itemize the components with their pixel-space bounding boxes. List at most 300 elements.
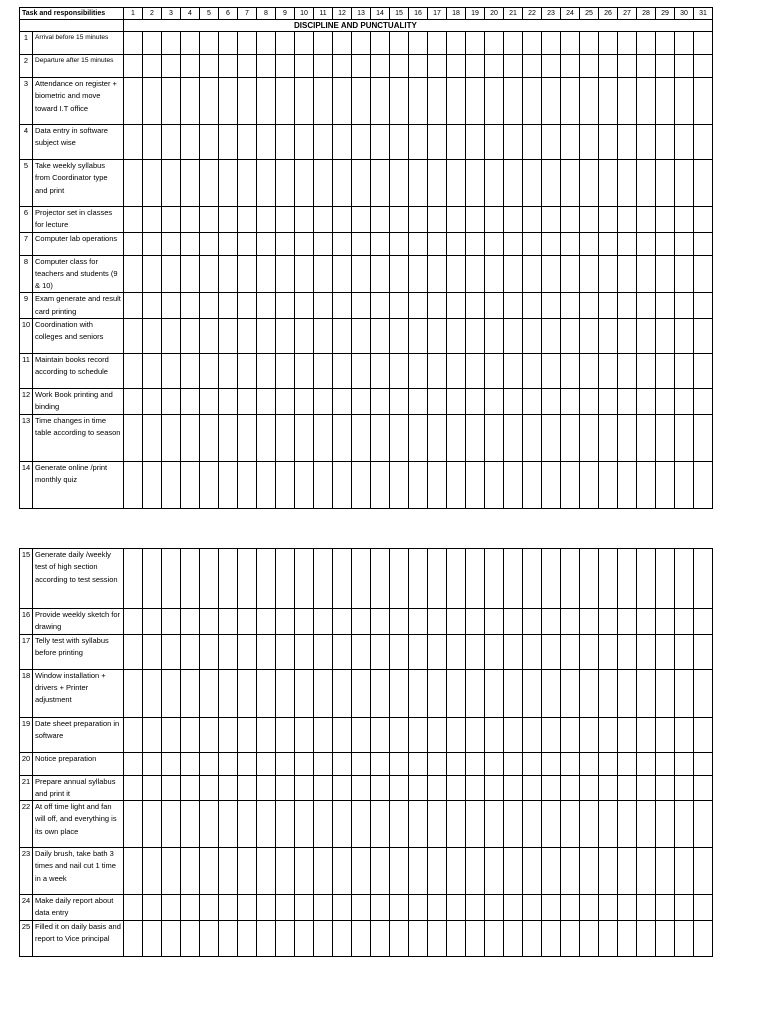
day-cell[interactable]: [257, 354, 276, 389]
day-cell[interactable]: [485, 895, 504, 921]
day-cell[interactable]: [428, 125, 447, 160]
day-cell[interactable]: [162, 801, 181, 848]
day-cell[interactable]: [504, 920, 523, 956]
day-cell[interactable]: [694, 609, 713, 635]
day-cell[interactable]: [352, 920, 371, 956]
day-cell[interactable]: [162, 354, 181, 389]
day-cell[interactable]: [257, 125, 276, 160]
day-cell[interactable]: [333, 32, 352, 55]
day-cell[interactable]: [409, 801, 428, 848]
day-cell[interactable]: [333, 354, 352, 389]
day-cell[interactable]: [428, 752, 447, 775]
day-cell[interactable]: [238, 801, 257, 848]
day-cell[interactable]: [561, 78, 580, 125]
day-cell[interactable]: [523, 775, 542, 801]
day-cell[interactable]: [162, 609, 181, 635]
day-cell[interactable]: [295, 775, 314, 801]
day-cell[interactable]: [371, 55, 390, 78]
day-cell[interactable]: [504, 160, 523, 207]
day-cell[interactable]: [371, 32, 390, 55]
day-cell[interactable]: [618, 669, 637, 717]
day-cell[interactable]: [675, 55, 694, 78]
day-cell[interactable]: [466, 801, 485, 848]
day-cell[interactable]: [523, 461, 542, 508]
day-cell[interactable]: [390, 848, 409, 895]
day-cell[interactable]: [561, 293, 580, 319]
day-cell[interactable]: [162, 414, 181, 461]
day-cell[interactable]: [542, 78, 561, 125]
day-cell[interactable]: [447, 207, 466, 233]
day-cell[interactable]: [200, 752, 219, 775]
day-cell[interactable]: [618, 895, 637, 921]
day-cell[interactable]: [580, 293, 599, 319]
day-cell[interactable]: [523, 232, 542, 255]
day-cell[interactable]: [333, 848, 352, 895]
day-cell[interactable]: [276, 775, 295, 801]
day-cell[interactable]: [580, 232, 599, 255]
day-cell[interactable]: [675, 848, 694, 895]
day-cell[interactable]: [276, 895, 295, 921]
day-cell[interactable]: [162, 160, 181, 207]
day-cell[interactable]: [200, 801, 219, 848]
day-cell[interactable]: [200, 414, 219, 461]
day-cell[interactable]: [162, 232, 181, 255]
day-cell[interactable]: [276, 319, 295, 354]
day-cell[interactable]: [143, 669, 162, 717]
day-cell[interactable]: [181, 78, 200, 125]
day-cell[interactable]: [257, 207, 276, 233]
day-cell[interactable]: [200, 160, 219, 207]
day-cell[interactable]: [447, 801, 466, 848]
day-cell[interactable]: [200, 319, 219, 354]
day-cell[interactable]: [238, 895, 257, 921]
day-cell[interactable]: [523, 389, 542, 415]
day-cell[interactable]: [295, 717, 314, 752]
day-cell[interactable]: [542, 669, 561, 717]
day-cell[interactable]: [675, 78, 694, 125]
day-cell[interactable]: [504, 609, 523, 635]
day-cell[interactable]: [428, 920, 447, 956]
day-cell[interactable]: [523, 207, 542, 233]
day-cell[interactable]: [143, 549, 162, 609]
day-cell[interactable]: [599, 895, 618, 921]
day-cell[interactable]: [466, 354, 485, 389]
day-cell[interactable]: [276, 160, 295, 207]
day-cell[interactable]: [580, 55, 599, 78]
day-cell[interactable]: [523, 414, 542, 461]
day-cell[interactable]: [295, 801, 314, 848]
day-cell[interactable]: [599, 717, 618, 752]
day-cell[interactable]: [580, 414, 599, 461]
day-cell[interactable]: [485, 752, 504, 775]
day-cell[interactable]: [276, 55, 295, 78]
day-cell[interactable]: [580, 801, 599, 848]
day-cell[interactable]: [333, 160, 352, 207]
day-cell[interactable]: [162, 55, 181, 78]
day-cell[interactable]: [599, 775, 618, 801]
day-cell[interactable]: [504, 801, 523, 848]
day-cell[interactable]: [371, 801, 390, 848]
day-cell[interactable]: [466, 549, 485, 609]
day-cell[interactable]: [314, 125, 333, 160]
day-cell[interactable]: [523, 752, 542, 775]
day-cell[interactable]: [257, 389, 276, 415]
day-cell[interactable]: [542, 848, 561, 895]
day-cell[interactable]: [200, 255, 219, 293]
day-cell[interactable]: [371, 207, 390, 233]
day-cell[interactable]: [599, 78, 618, 125]
day-cell[interactable]: [409, 125, 428, 160]
day-cell[interactable]: [428, 414, 447, 461]
day-cell[interactable]: [390, 255, 409, 293]
day-cell[interactable]: [162, 125, 181, 160]
day-cell[interactable]: [618, 752, 637, 775]
day-cell[interactable]: [504, 389, 523, 415]
day-cell[interactable]: [390, 801, 409, 848]
day-cell[interactable]: [637, 609, 656, 635]
day-cell[interactable]: [523, 255, 542, 293]
day-cell[interactable]: [618, 232, 637, 255]
day-cell[interactable]: [371, 319, 390, 354]
day-cell[interactable]: [542, 207, 561, 233]
day-cell[interactable]: [238, 232, 257, 255]
day-cell[interactable]: [295, 293, 314, 319]
day-cell[interactable]: [333, 461, 352, 508]
day-cell[interactable]: [656, 207, 675, 233]
day-cell[interactable]: [675, 801, 694, 848]
day-cell[interactable]: [599, 255, 618, 293]
day-cell[interactable]: [637, 354, 656, 389]
day-cell[interactable]: [694, 389, 713, 415]
day-cell[interactable]: [295, 32, 314, 55]
day-cell[interactable]: [143, 717, 162, 752]
day-cell[interactable]: [162, 293, 181, 319]
day-cell[interactable]: [485, 549, 504, 609]
day-cell[interactable]: [561, 32, 580, 55]
day-cell[interactable]: [390, 389, 409, 415]
day-cell[interactable]: [542, 634, 561, 669]
day-cell[interactable]: [428, 160, 447, 207]
day-cell[interactable]: [637, 895, 656, 921]
day-cell[interactable]: [295, 160, 314, 207]
day-cell[interactable]: [561, 319, 580, 354]
day-cell[interactable]: [390, 232, 409, 255]
day-cell[interactable]: [580, 549, 599, 609]
day-cell[interactable]: [352, 752, 371, 775]
day-cell[interactable]: [656, 669, 675, 717]
day-cell[interactable]: [143, 895, 162, 921]
day-cell[interactable]: [124, 549, 143, 609]
day-cell[interactable]: [314, 389, 333, 415]
day-cell[interactable]: [694, 32, 713, 55]
day-cell[interactable]: [333, 389, 352, 415]
day-cell[interactable]: [333, 125, 352, 160]
day-cell[interactable]: [485, 160, 504, 207]
day-cell[interactable]: [580, 125, 599, 160]
day-cell[interactable]: [447, 920, 466, 956]
day-cell[interactable]: [580, 389, 599, 415]
day-cell[interactable]: [561, 717, 580, 752]
day-cell[interactable]: [675, 895, 694, 921]
day-cell[interactable]: [143, 609, 162, 635]
day-cell[interactable]: [561, 549, 580, 609]
day-cell[interactable]: [143, 848, 162, 895]
day-cell[interactable]: [675, 669, 694, 717]
day-cell[interactable]: [257, 78, 276, 125]
day-cell[interactable]: [181, 414, 200, 461]
day-cell[interactable]: [428, 848, 447, 895]
day-cell[interactable]: [162, 78, 181, 125]
day-cell[interactable]: [637, 801, 656, 848]
day-cell[interactable]: [447, 319, 466, 354]
day-cell[interactable]: [523, 717, 542, 752]
day-cell[interactable]: [181, 55, 200, 78]
day-cell[interactable]: [656, 895, 675, 921]
day-cell[interactable]: [333, 801, 352, 848]
day-cell[interactable]: [295, 319, 314, 354]
day-cell[interactable]: [466, 848, 485, 895]
day-cell[interactable]: [314, 461, 333, 508]
day-cell[interactable]: [580, 634, 599, 669]
day-cell[interactable]: [200, 232, 219, 255]
day-cell[interactable]: [523, 78, 542, 125]
day-cell[interactable]: [333, 207, 352, 233]
day-cell[interactable]: [352, 319, 371, 354]
day-cell[interactable]: [599, 414, 618, 461]
day-cell[interactable]: [124, 293, 143, 319]
day-cell[interactable]: [637, 848, 656, 895]
day-cell[interactable]: [466, 125, 485, 160]
day-cell[interactable]: [428, 319, 447, 354]
day-cell[interactable]: [447, 293, 466, 319]
day-cell[interactable]: [276, 207, 295, 233]
day-cell[interactable]: [523, 801, 542, 848]
day-cell[interactable]: [466, 160, 485, 207]
day-cell[interactable]: [523, 354, 542, 389]
day-cell[interactable]: [694, 78, 713, 125]
day-cell[interactable]: [276, 232, 295, 255]
day-cell[interactable]: [694, 160, 713, 207]
day-cell[interactable]: [618, 319, 637, 354]
day-cell[interactable]: [637, 549, 656, 609]
day-cell[interactable]: [618, 717, 637, 752]
day-cell[interactable]: [219, 389, 238, 415]
day-cell[interactable]: [466, 920, 485, 956]
day-cell[interactable]: [561, 255, 580, 293]
day-cell[interactable]: [219, 293, 238, 319]
day-cell[interactable]: [637, 752, 656, 775]
day-cell[interactable]: [352, 389, 371, 415]
day-cell[interactable]: [314, 549, 333, 609]
day-cell[interactable]: [276, 752, 295, 775]
day-cell[interactable]: [656, 752, 675, 775]
day-cell[interactable]: [371, 354, 390, 389]
day-cell[interactable]: [124, 634, 143, 669]
day-cell[interactable]: [371, 752, 390, 775]
day-cell[interactable]: [219, 669, 238, 717]
day-cell[interactable]: [637, 207, 656, 233]
day-cell[interactable]: [124, 389, 143, 415]
day-cell[interactable]: [371, 634, 390, 669]
day-cell[interactable]: [447, 354, 466, 389]
day-cell[interactable]: [409, 293, 428, 319]
day-cell[interactable]: [694, 752, 713, 775]
day-cell[interactable]: [238, 669, 257, 717]
day-cell[interactable]: [200, 55, 219, 78]
day-cell[interactable]: [599, 125, 618, 160]
day-cell[interactable]: [428, 634, 447, 669]
day-cell[interactable]: [390, 669, 409, 717]
day-cell[interactable]: [675, 609, 694, 635]
day-cell[interactable]: [200, 609, 219, 635]
day-cell[interactable]: [333, 232, 352, 255]
day-cell[interactable]: [580, 669, 599, 717]
day-cell[interactable]: [238, 549, 257, 609]
day-cell[interactable]: [295, 895, 314, 921]
day-cell[interactable]: [485, 775, 504, 801]
day-cell[interactable]: [504, 717, 523, 752]
day-cell[interactable]: [314, 609, 333, 635]
day-cell[interactable]: [124, 895, 143, 921]
day-cell[interactable]: [447, 55, 466, 78]
day-cell[interactable]: [314, 255, 333, 293]
day-cell[interactable]: [352, 717, 371, 752]
day-cell[interactable]: [143, 160, 162, 207]
day-cell[interactable]: [580, 160, 599, 207]
day-cell[interactable]: [580, 319, 599, 354]
day-cell[interactable]: [181, 389, 200, 415]
day-cell[interactable]: [200, 669, 219, 717]
day-cell[interactable]: [675, 319, 694, 354]
day-cell[interactable]: [238, 78, 257, 125]
day-cell[interactable]: [466, 414, 485, 461]
day-cell[interactable]: [200, 549, 219, 609]
day-cell[interactable]: [200, 389, 219, 415]
day-cell[interactable]: [390, 609, 409, 635]
day-cell[interactable]: [257, 848, 276, 895]
day-cell[interactable]: [485, 717, 504, 752]
day-cell[interactable]: [447, 669, 466, 717]
day-cell[interactable]: [181, 634, 200, 669]
day-cell[interactable]: [295, 461, 314, 508]
day-cell[interactable]: [694, 255, 713, 293]
day-cell[interactable]: [314, 319, 333, 354]
day-cell[interactable]: [447, 255, 466, 293]
day-cell[interactable]: [580, 461, 599, 508]
day-cell[interactable]: [295, 207, 314, 233]
day-cell[interactable]: [143, 232, 162, 255]
day-cell[interactable]: [314, 717, 333, 752]
day-cell[interactable]: [181, 801, 200, 848]
day-cell[interactable]: [295, 609, 314, 635]
day-cell[interactable]: [580, 752, 599, 775]
day-cell[interactable]: [162, 717, 181, 752]
day-cell[interactable]: [447, 32, 466, 55]
day-cell[interactable]: [181, 354, 200, 389]
day-cell[interactable]: [333, 549, 352, 609]
day-cell[interactable]: [352, 461, 371, 508]
day-cell[interactable]: [409, 32, 428, 55]
day-cell[interactable]: [675, 414, 694, 461]
day-cell[interactable]: [314, 752, 333, 775]
day-cell[interactable]: [694, 775, 713, 801]
day-cell[interactable]: [276, 920, 295, 956]
day-cell[interactable]: [371, 125, 390, 160]
day-cell[interactable]: [485, 634, 504, 669]
day-cell[interactable]: [428, 389, 447, 415]
day-cell[interactable]: [637, 125, 656, 160]
day-cell[interactable]: [352, 293, 371, 319]
day-cell[interactable]: [428, 775, 447, 801]
day-cell[interactable]: [504, 549, 523, 609]
day-cell[interactable]: [618, 160, 637, 207]
day-cell[interactable]: [219, 78, 238, 125]
day-cell[interactable]: [200, 125, 219, 160]
day-cell[interactable]: [409, 319, 428, 354]
day-cell[interactable]: [333, 293, 352, 319]
day-cell[interactable]: [656, 461, 675, 508]
day-cell[interactable]: [238, 414, 257, 461]
day-cell[interactable]: [504, 354, 523, 389]
day-cell[interactable]: [485, 669, 504, 717]
day-cell[interactable]: [637, 55, 656, 78]
day-cell[interactable]: [637, 634, 656, 669]
day-cell[interactable]: [409, 232, 428, 255]
day-cell[interactable]: [371, 389, 390, 415]
day-cell[interactable]: [542, 125, 561, 160]
day-cell[interactable]: [656, 78, 675, 125]
day-cell[interactable]: [618, 848, 637, 895]
day-cell[interactable]: [200, 920, 219, 956]
day-cell[interactable]: [580, 848, 599, 895]
day-cell[interactable]: [314, 669, 333, 717]
day-cell[interactable]: [276, 255, 295, 293]
day-cell[interactable]: [542, 232, 561, 255]
day-cell[interactable]: [238, 319, 257, 354]
day-cell[interactable]: [295, 549, 314, 609]
day-cell[interactable]: [333, 920, 352, 956]
day-cell[interactable]: [618, 609, 637, 635]
day-cell[interactable]: [162, 389, 181, 415]
day-cell[interactable]: [504, 319, 523, 354]
day-cell[interactable]: [390, 414, 409, 461]
day-cell[interactable]: [238, 775, 257, 801]
day-cell[interactable]: [333, 752, 352, 775]
day-cell[interactable]: [618, 775, 637, 801]
day-cell[interactable]: [485, 232, 504, 255]
day-cell[interactable]: [637, 717, 656, 752]
day-cell[interactable]: [143, 32, 162, 55]
day-cell[interactable]: [314, 232, 333, 255]
day-cell[interactable]: [485, 848, 504, 895]
day-cell[interactable]: [675, 32, 694, 55]
day-cell[interactable]: [447, 609, 466, 635]
day-cell[interactable]: [656, 354, 675, 389]
day-cell[interactable]: [124, 354, 143, 389]
day-cell[interactable]: [504, 461, 523, 508]
day-cell[interactable]: [124, 319, 143, 354]
day-cell[interactable]: [124, 848, 143, 895]
day-cell[interactable]: [618, 255, 637, 293]
day-cell[interactable]: [694, 801, 713, 848]
day-cell[interactable]: [561, 125, 580, 160]
day-cell[interactable]: [238, 32, 257, 55]
day-cell[interactable]: [333, 669, 352, 717]
day-cell[interactable]: [143, 752, 162, 775]
day-cell[interactable]: [618, 55, 637, 78]
day-cell[interactable]: [276, 125, 295, 160]
day-cell[interactable]: [675, 461, 694, 508]
